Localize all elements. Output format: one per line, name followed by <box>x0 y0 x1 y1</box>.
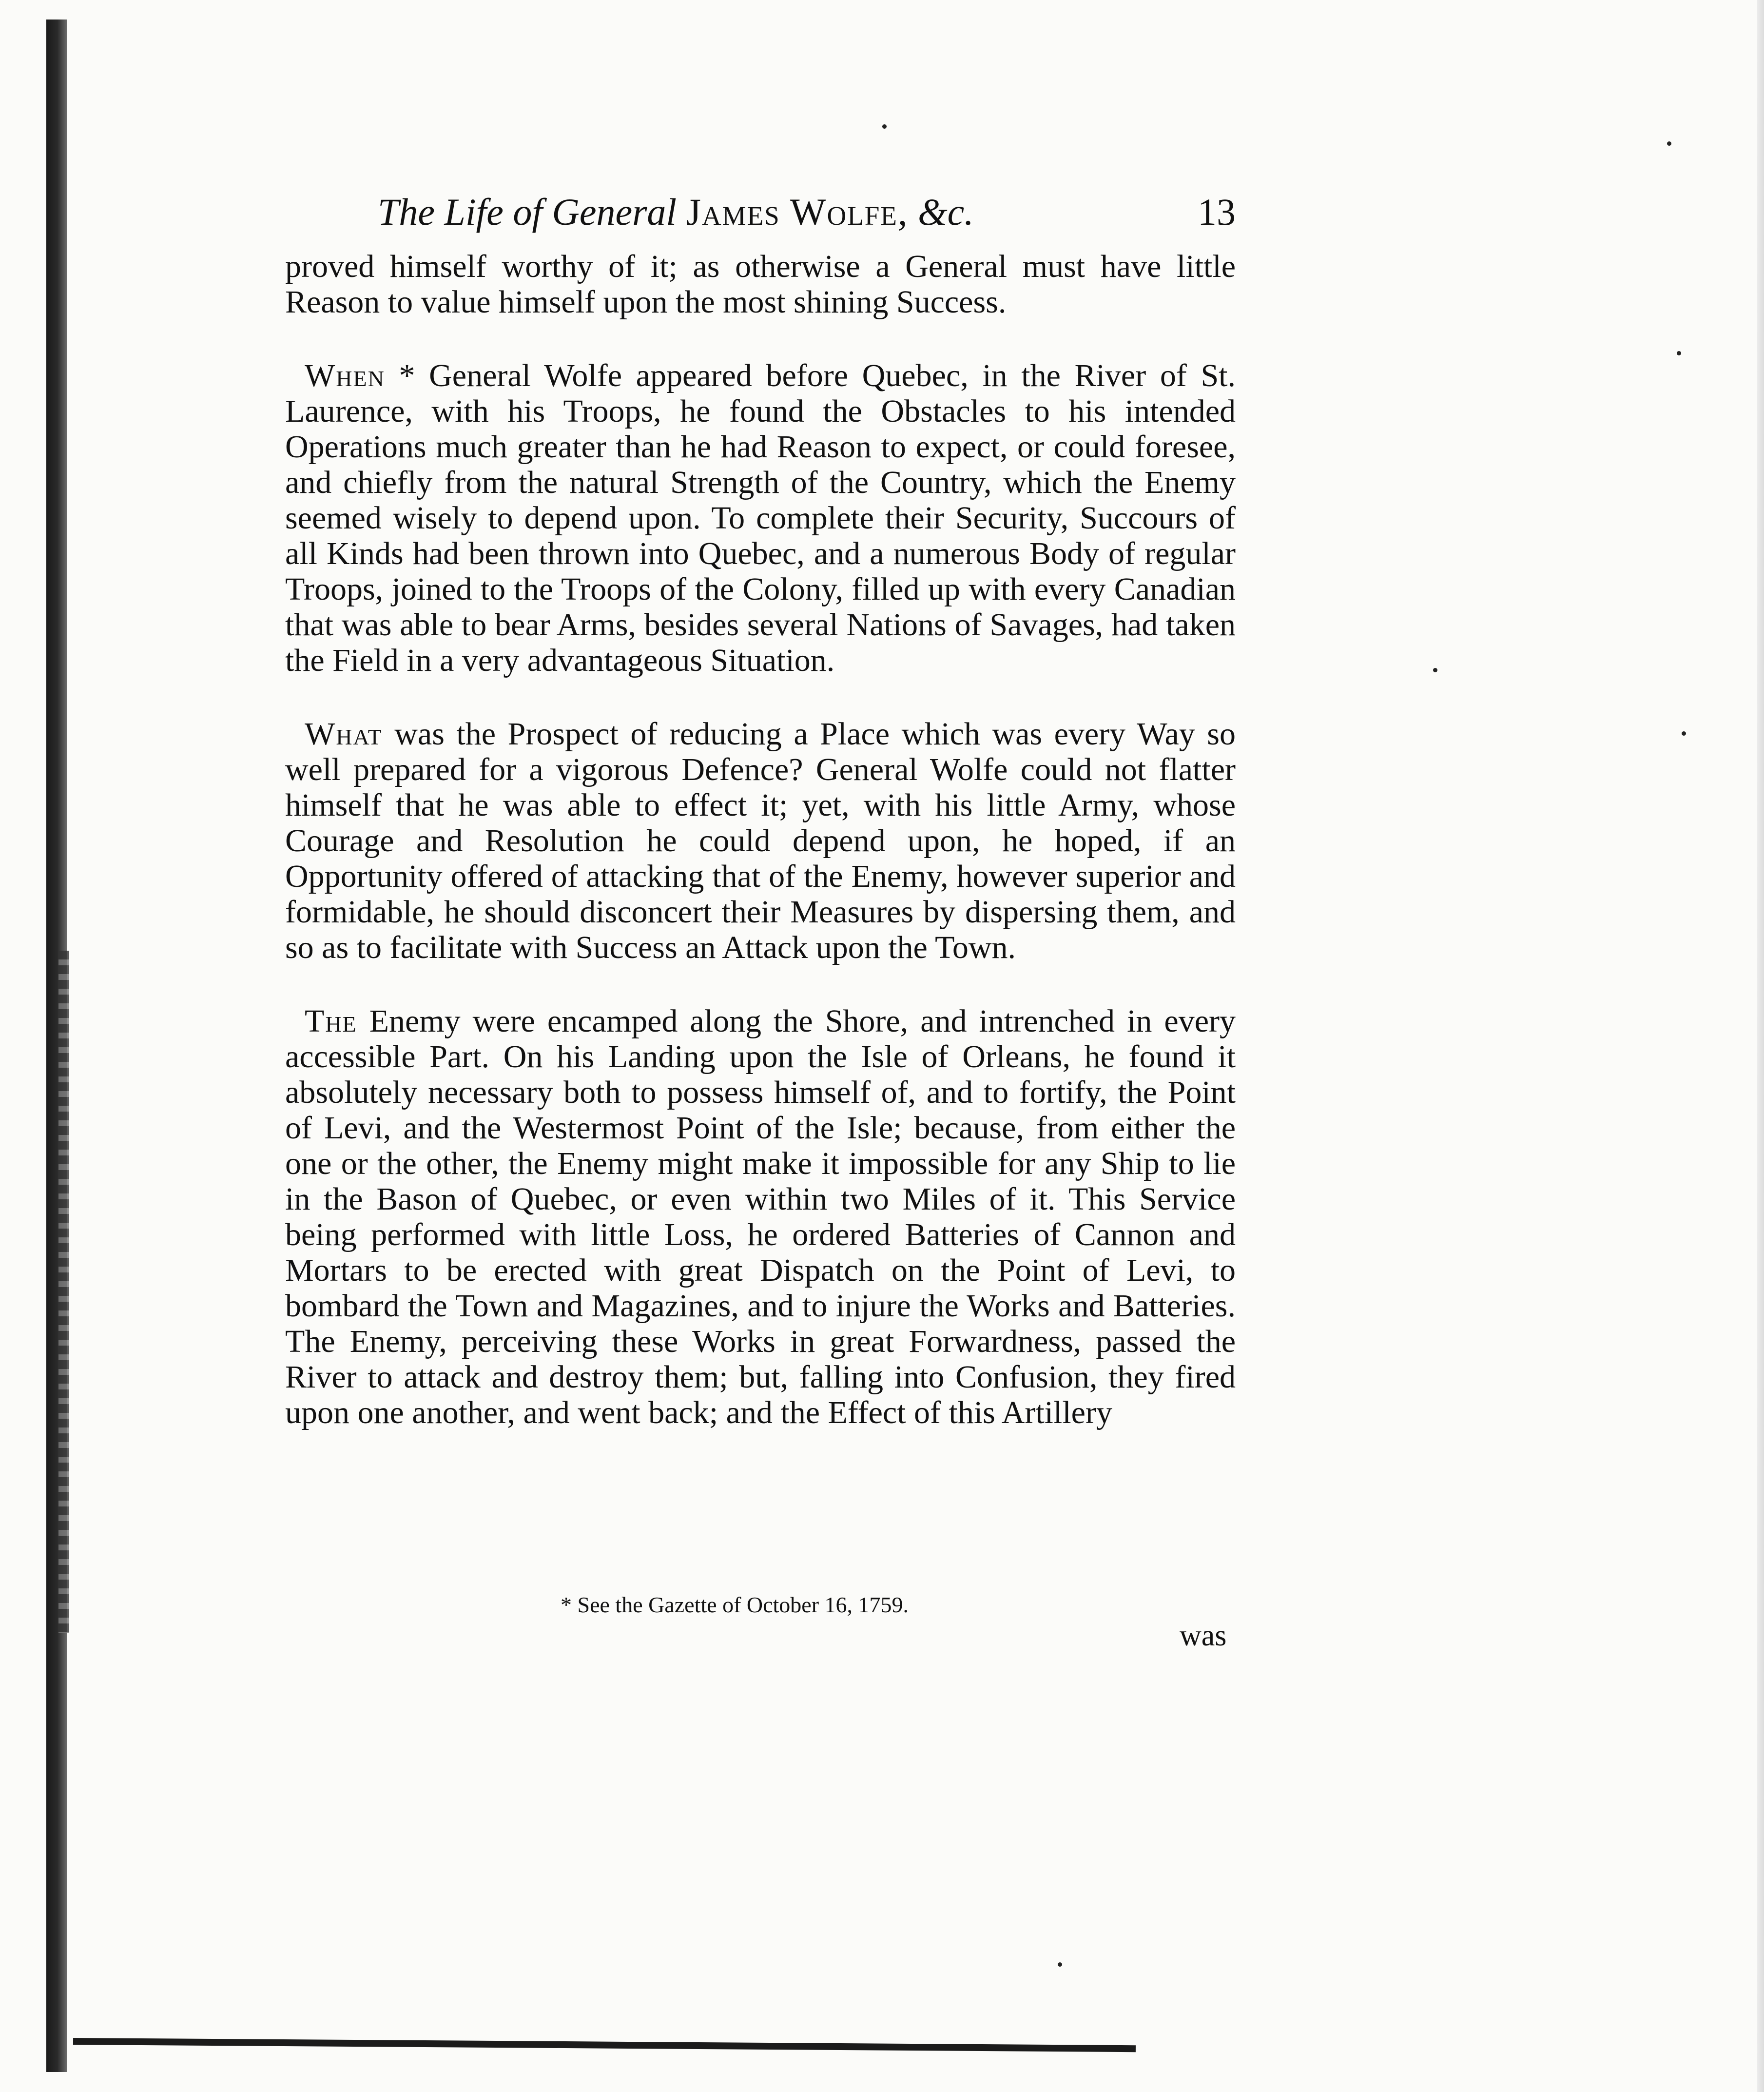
paragraph-lead: The <box>305 1003 357 1039</box>
paragraph-text: Enemy were encamped along the Shore, and intrenched in every accessible Part. On his Landing upon the Isle of Orleans, he found it absolutely necessary both to possess himself of, and to fortify, the Point of Levi, and the Westermost Point of the Isle; because, from either the one or the other, the Enemy might make it impossible for any Ship to lie in the Bason of Quebec, or even within two Miles of it. This Service being performed with little Loss, he ordered Batteries of Cannon and Mortars to be erected with great Dispatch on the Point of Levi, to bombard the Town and Magazines, and to injure the Works and Batteries. The Enemy, perceiving these Works in great Forwardness, passed the River to attack and destroy them; but, falling into Confusion, they fired upon one another, and went back; and the Effect of this Artillery <box>285 1003 1236 1430</box>
speck <box>1682 731 1686 736</box>
book-page <box>285 190 1236 1468</box>
running-head <box>285 190 1236 249</box>
speck <box>1677 351 1681 355</box>
speck <box>1058 1962 1062 1967</box>
paragraph <box>285 1003 1236 1430</box>
paragraph-lead: What <box>305 716 383 752</box>
paragraph <box>285 249 1236 320</box>
paragraph-text: was the Prospect of reducing a Place which was every Way so well prepared for a vigorous Defence? General Wolfe could not flatter himself that he was able to effect it; yet, with his little Army, whose Courage and Resolution he could depend upon, he hoped, if an Opportunity offered of attacking that of the Enemy, however superior and formidable, he should disconcert their Measures by dispersing them, and so as to facilitate with Success an Attack upon the Town. <box>285 716 1236 965</box>
speck <box>1433 668 1437 672</box>
paragraph <box>285 716 1236 965</box>
running-head-name: James Wolfe, <box>686 191 909 233</box>
page-edge <box>1757 0 1764 2092</box>
binding-shadow-texture <box>58 951 69 1633</box>
paragraph-text: * General Wolfe appeared before Quebec, in the River of St. Laurence, with his Troops, he found the Obstacles to his intended Operations much greater than he had Reason to expect, or could foresee, and chiefly from the natural Strength of the Country, which the Enemy seemed wisely to depend upon. To complete their Security, Succours of all Kinds had been thrown into Quebec, and a numerous Body of regular Troops, joined to the Troops of the Colony, filled up with every Canadian that was able to bear Arms, besides several Nations of Savages, had taken the Field in a very advantageous Situation. <box>285 358 1236 678</box>
page-number: 13 <box>1198 191 1236 233</box>
running-head-suffix: &c. <box>917 191 974 233</box>
paragraph-lead: When <box>305 358 385 393</box>
speck <box>882 124 887 129</box>
running-head-title <box>378 190 974 234</box>
paragraph-text: proved himself worthy of it; as otherwise a General must have little Reason to value himself upon the most shining Success. <box>285 249 1236 320</box>
speck <box>1667 141 1671 146</box>
paragraph <box>285 358 1236 678</box>
bottom-rule <box>73 2038 1136 2052</box>
footnote: * See the Gazette of October 16, 1759. <box>561 1592 909 1617</box>
running-head-title-italic: The Life of General <box>378 191 677 233</box>
body-text <box>285 249 1236 1430</box>
catchword: was <box>1180 1619 1227 1652</box>
